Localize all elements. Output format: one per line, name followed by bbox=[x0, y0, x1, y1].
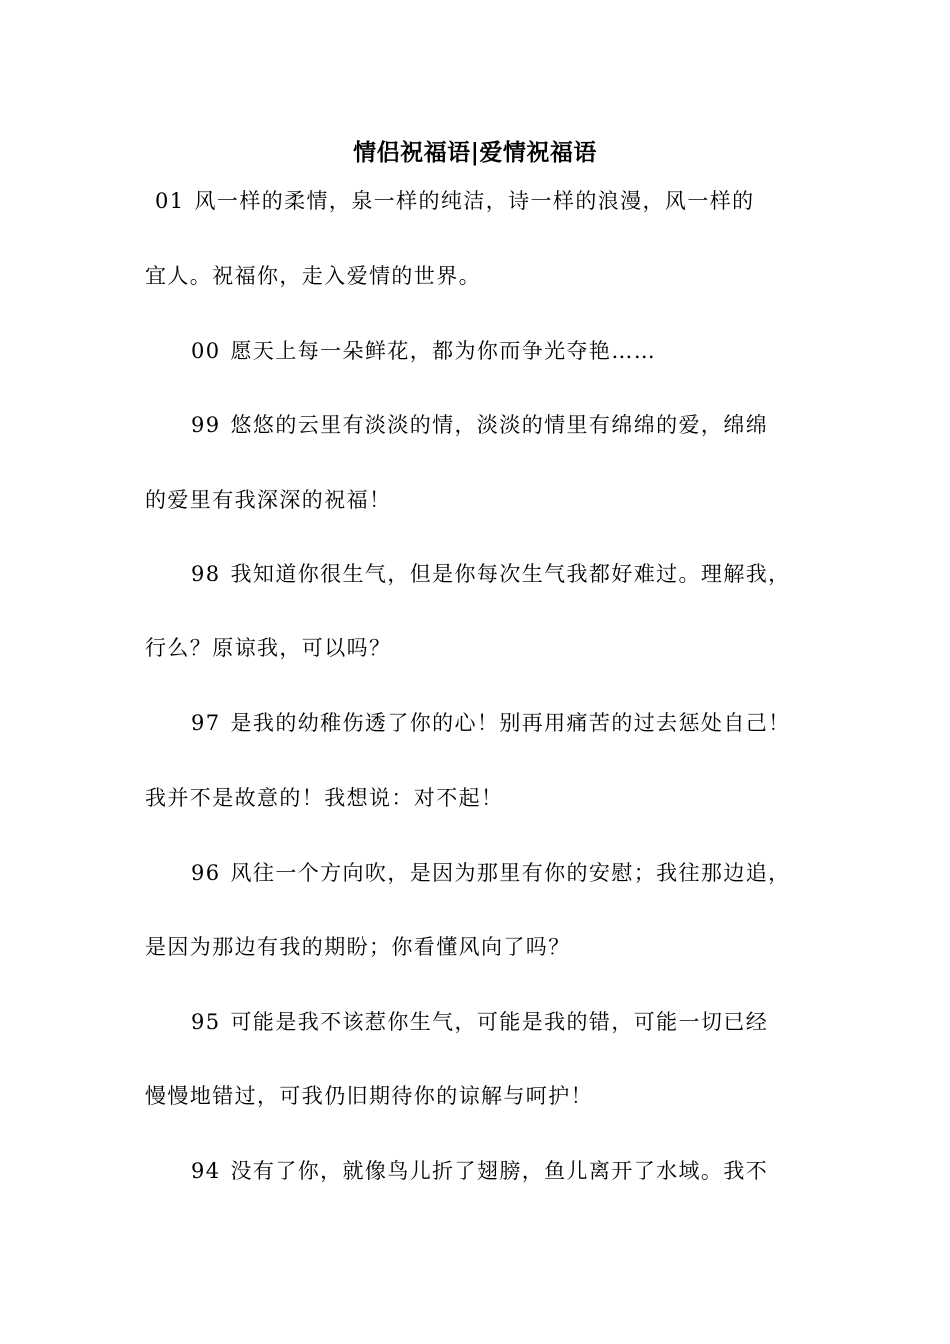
entry-text: 悠悠的云里有淡淡的情，淡淡的情里有绵绵的爱，绵绵 bbox=[230, 413, 769, 437]
paragraph-97-line-2: 我并不是故意的！我想说：对不起！ bbox=[145, 786, 504, 810]
entry-number: 98 bbox=[191, 562, 221, 586]
paragraph-98-line-1 bbox=[191, 554, 791, 594]
paragraph-99-line-2: 的爱里有我深深的祝福！ bbox=[145, 488, 392, 512]
entry-number: 97 bbox=[191, 711, 221, 735]
paragraph-96-line-2: 是因为那边有我的期盼；你看懂风向了吗？ bbox=[145, 935, 571, 959]
entry-number: 99 bbox=[191, 413, 221, 437]
entry-text: 是我的幼稚伤透了你的心！别再用痛苦的过去惩处自己！ bbox=[230, 711, 791, 735]
paragraph-95-line-2: 慢慢地错过，可我仍旧期待你的谅解与呵护！ bbox=[145, 1084, 593, 1108]
entry-text: 风往一个方向吹，是因为那里有你的安慰；我往那边追， bbox=[230, 861, 791, 885]
entry-text: 可能是我不该惹你生气，可能是我的错，可能一切已经 bbox=[230, 1010, 769, 1034]
entry-text: 没有了你，就像鸟儿折了翅膀，鱼儿离开了水域。我不 bbox=[230, 1159, 769, 1183]
entry-text: 愿天上每一朵鲜花，都为你而争光夺艳…… bbox=[230, 339, 657, 363]
paragraph-99-line-1 bbox=[191, 405, 768, 445]
paragraph-94-line-1 bbox=[191, 1151, 768, 1191]
entry-number: 01 bbox=[155, 189, 185, 213]
paragraph-95-line-1 bbox=[191, 1002, 768, 1042]
entry-number: 96 bbox=[191, 861, 221, 885]
paragraph-98-line-2: 行么？原谅我，可以吗？ bbox=[145, 636, 392, 660]
entry-text: 我知道你很生气，但是你每次生气我都好难过。理解我， bbox=[230, 562, 791, 586]
entry-number: 95 bbox=[191, 1010, 221, 1034]
paragraph-01-line-2: 宜人。祝福你，走入爱情的世界。 bbox=[145, 264, 481, 288]
paragraph-01-line-1 bbox=[155, 181, 755, 221]
paragraph-00-line-1 bbox=[191, 331, 656, 371]
paragraph-96-line-1 bbox=[191, 853, 791, 893]
entry-text: 风一样的柔情，泉一样的纯洁，诗一样的浪漫，风一样的 bbox=[194, 189, 755, 213]
paragraph-97-line-1 bbox=[191, 703, 791, 743]
entry-number: 00 bbox=[191, 339, 221, 363]
entry-number: 94 bbox=[191, 1159, 221, 1183]
document-title: 情侣祝福语|爱情祝福语 bbox=[353, 139, 597, 166]
